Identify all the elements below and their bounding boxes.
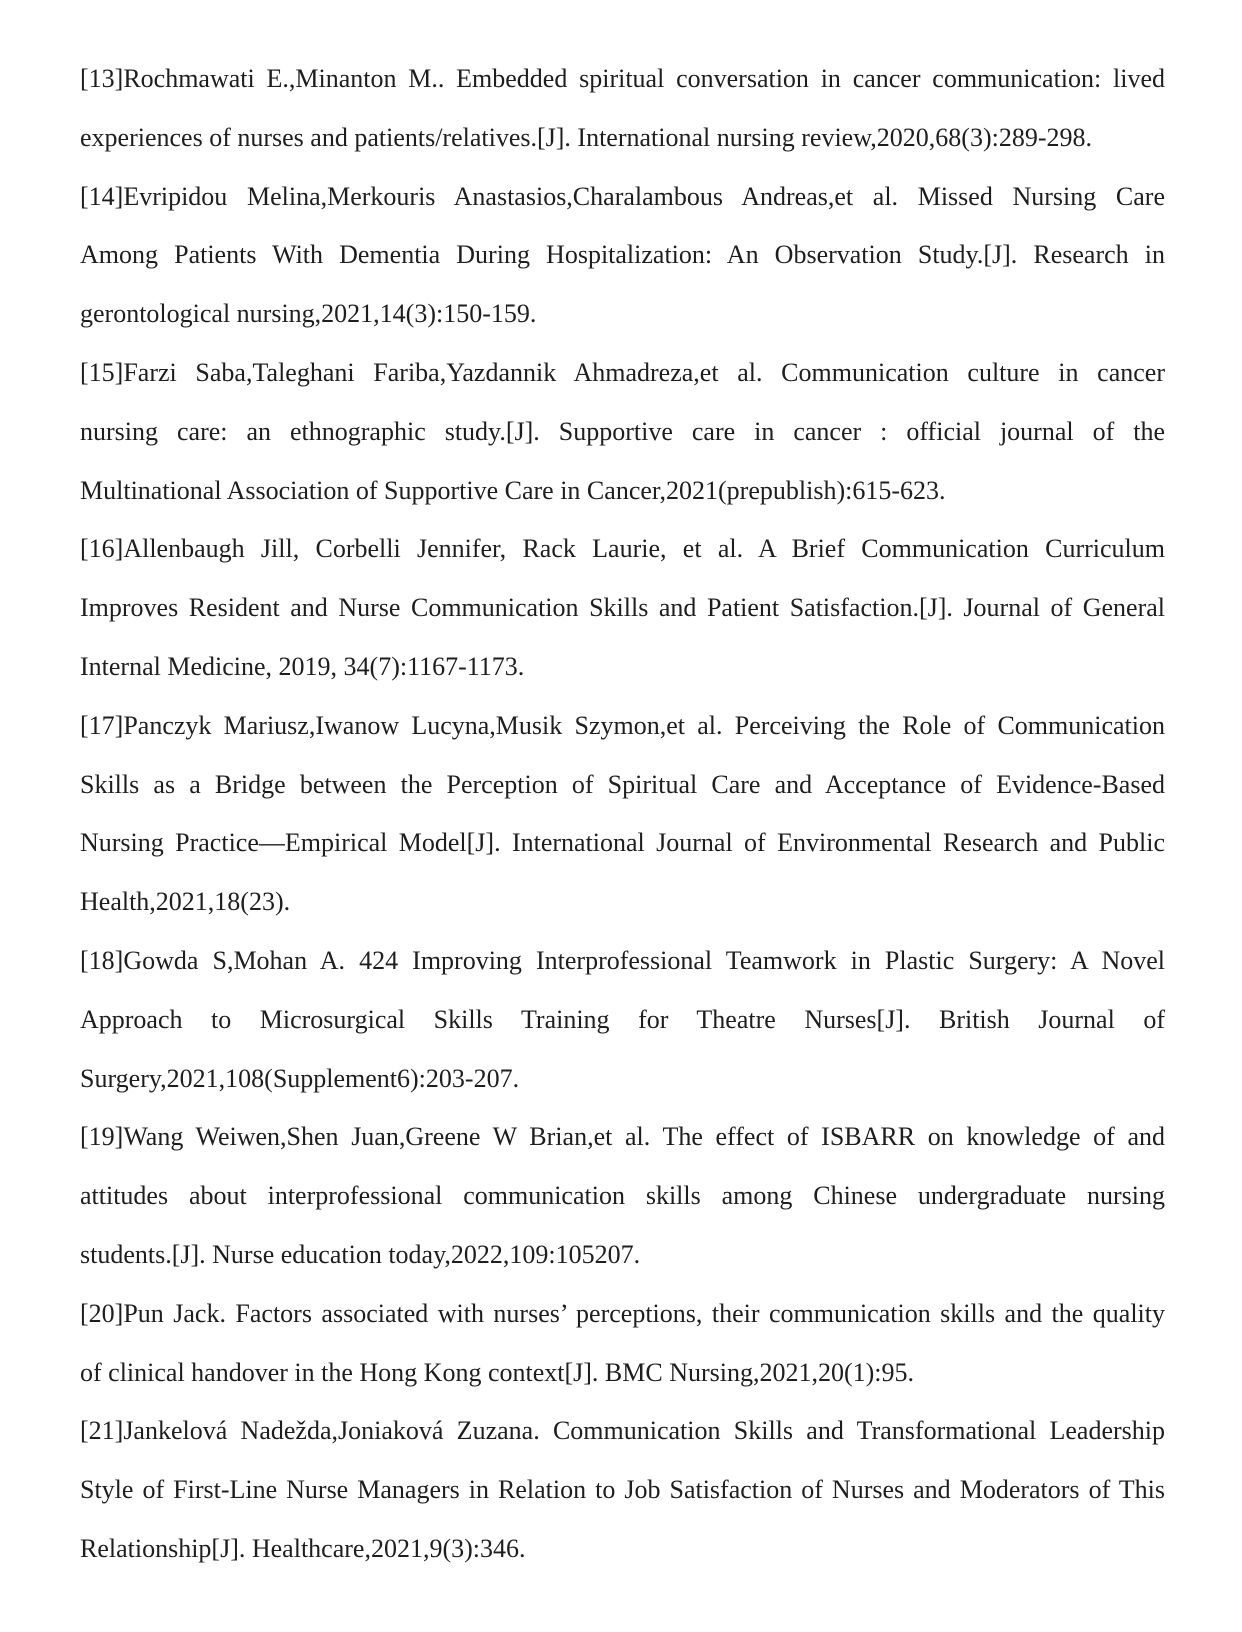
reference-line: Health,2021,18(23). — [80, 887, 291, 917]
reference-line: Surgery,2021,108(Supplement6):203-207. — [80, 1063, 520, 1093]
reference-line: gerontological nursing,2021,14(3):150-159. — [80, 299, 537, 329]
reference-item-17 — [80, 697, 1165, 932]
reference-item-15 — [80, 344, 1165, 520]
reference-line: [21]Jankelová Nadežda,Joniaková Zuzana. Communication Skills and Transformational Leadership — [80, 1416, 1165, 1446]
reference-line: of clinical handover in the Hong Kong context[J]. BMC Nursing,2021,20(1):95. — [80, 1357, 915, 1387]
reference-item-16 — [80, 520, 1165, 696]
reference-line: attitudes about interprofessional communication skills among Chinese undergraduate nursing — [80, 1181, 1165, 1211]
reference-item-20 — [80, 1285, 1165, 1403]
reference-line: Internal Medicine, 2019, 34(7):1167-1173. — [80, 651, 525, 681]
reference-line: [15]Farzi Saba,Taleghani Fariba,Yazdannik Ahmadreza,et al. Communication culture in cancer — [80, 357, 1165, 387]
reference-item-19 — [80, 1108, 1165, 1284]
reference-line: Multinational Association of Supportive Care in Cancer,2021(prepublish):615-623. — [80, 475, 946, 505]
reference-line: [14]Evripidou Melina,Merkouris Anastasios,Charalambous Andreas,et al. Missed Nursing Care — [80, 181, 1165, 211]
reference-line: [16]Allenbaugh Jill, Corbelli Jennifer, Rack Laurie, et al. A Brief Communication Curriculum — [80, 534, 1165, 564]
reference-line: experiences of nurses and patients/relatives.[J]. International nursing review,2020,68(3):289-298. — [80, 122, 1093, 152]
reference-line: Approach to Microsurgical Skills Training for Theatre Nurses[J]. British Journal of — [80, 1004, 1165, 1034]
reference-item-13 — [80, 50, 1165, 168]
reference-line: [17]Panczyk Mariusz,Iwanow Lucyna,Musik Szymon,et al. Perceiving the Role of Communication — [80, 710, 1165, 740]
reference-item-21 — [80, 1402, 1165, 1578]
reference-line: [13]Rochmawati E.,Minanton M.. Embedded spiritual conversation in cancer communication: lived — [80, 64, 1165, 93]
reference-line: Nursing Practice—Empirical Model[J]. International Journal of Environmental Research and Public — [80, 828, 1165, 858]
reference-line: Style of First-Line Nurse Managers in Relation to Job Satisfaction of Nurses and Moderators of This — [80, 1475, 1165, 1505]
reference-line: students.[J]. Nurse education today,2022,109:105207. — [80, 1239, 641, 1269]
reference-line: [18]Gowda S,Mohan A. 424 Improving Interprofessional Teamwork in Plastic Surgery: A Novel — [80, 945, 1165, 975]
reference-item-14 — [80, 168, 1165, 344]
reference-line: nursing care: an ethnographic study.[J]. Supportive care in cancer : official journal of the — [80, 416, 1165, 446]
reference-line: Among Patients With Dementia During Hospitalization: An Observation Study.[J]. Research in — [80, 240, 1165, 270]
reference-line: Skills as a Bridge between the Perception of Spiritual Care and Acceptance of Evidence-Based — [80, 769, 1165, 799]
reference-line: [20]Pun Jack. Factors associated with nurses’ perceptions, their communication skills and the quality — [80, 1298, 1165, 1328]
reference-line: Relationship[J]. Healthcare,2021,9(3):346. — [80, 1533, 526, 1563]
reference-line: Improves Resident and Nurse Communication Skills and Patient Satisfaction.[J]. Journal of General — [80, 593, 1165, 623]
reference-line: [19]Wang Weiwen,Shen Juan,Greene W Brian,et al. The effect of ISBARR on knowledge of and — [80, 1122, 1165, 1152]
reference-item-18 — [80, 932, 1165, 1108]
